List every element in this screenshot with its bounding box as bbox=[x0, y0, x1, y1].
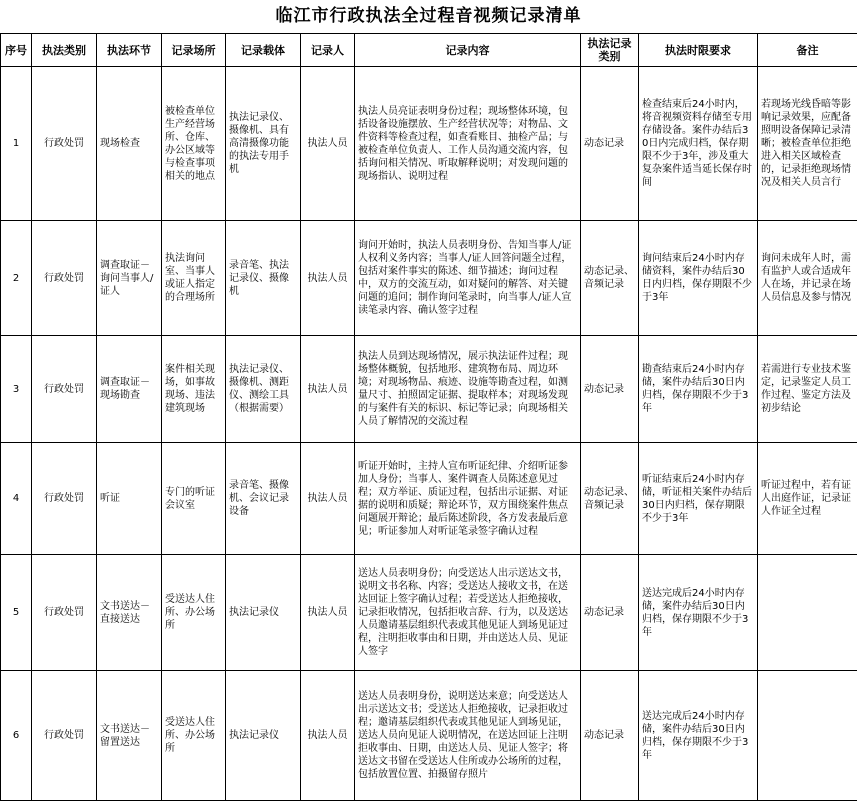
cell-stage: 文书送达－直接送达 bbox=[97, 555, 162, 671]
cell-stage: 现场检查 bbox=[97, 67, 162, 221]
cell-recorder: 执法人员 bbox=[301, 336, 355, 443]
table-row bbox=[1, 336, 857, 443]
cell-type: 动态记录 bbox=[581, 336, 639, 443]
cell-carrier: 录音笔、执法记录仪、摄像机 bbox=[226, 221, 301, 336]
cell-recorder: 执法人员 bbox=[301, 221, 355, 336]
cell-place: 执法询问室、当事人或证人指定的合理场所 bbox=[162, 221, 226, 336]
cell-limit: 听证结束后24小时内存储，听证相关案件办结后30日内归档，保存期限不少于3年 bbox=[639, 443, 758, 555]
cell-content: 送达人员表明身份，说明送达来意；向受送达人出示送达文书；受送达人拒绝接收，记录拒收过程；邀请基层组织代表或其他见证人到场见证，送达人员向见证人说明情况，在送达回证上注明拒收事由、日期，由送达人员、见证人签字；将送达文书留在受送达人住所或办公场所的过程，包括放置位置、拍摄留存照片 bbox=[355, 671, 581, 801]
header-carrier: 记录载体 bbox=[226, 34, 301, 67]
table-row bbox=[1, 671, 857, 801]
cell-stage: 听证 bbox=[97, 443, 162, 555]
cell-place: 受送达人住所、办公场所 bbox=[162, 671, 226, 801]
cell-carrier: 执法记录仪 bbox=[226, 555, 301, 671]
header-stage: 执法环节 bbox=[97, 34, 162, 67]
cell-limit: 送达完成后24小时内存储，案件办结后30日内归档，保存期限不少于3年 bbox=[639, 671, 758, 801]
table-row bbox=[1, 555, 857, 671]
cell-category: 行政处罚 bbox=[32, 221, 97, 336]
cell-recorder: 执法人员 bbox=[301, 443, 355, 555]
cell-carrier: 执法记录仪、摄像机、测距仪、测绘工具（根据需要） bbox=[226, 336, 301, 443]
cell-content: 执法人员到达现场情况，展示执法证件过程；现场整体概貌，包括地形、建筑物布局、周边环境；对现场物品、痕迹、设施等勘查过程，如测量尺寸、拍照固定证据、提取样本；对现场发现的与案件有关的标识、标记等记录；向现场相关人员了解情况的交流过程 bbox=[355, 336, 581, 443]
cell-place: 被检查单位生产经营场所、仓库、办公区域等与检查事项相关的地点 bbox=[162, 67, 226, 221]
cell-stage: 调查取证－现场勘查 bbox=[97, 336, 162, 443]
header-no: 序号 bbox=[1, 34, 32, 67]
table-row bbox=[1, 443, 857, 555]
cell-limit: 送达完成后24小时内存储，案件办结后30日内归档，保存期限不少于3年 bbox=[639, 555, 758, 671]
cell-no: 4 bbox=[1, 443, 32, 555]
cell-note: 若需进行专业技术鉴定，记录鉴定人员工作过程、鉴定方法及初步结论 bbox=[758, 336, 857, 443]
header-place: 记录场所 bbox=[162, 34, 226, 67]
cell-note: 若现场光线昏暗等影响记录效果，应配备照明设备保障记录清晰；被检查单位拒绝进入相关区域检查的，记录拒绝现场情况及相关人员言行 bbox=[758, 67, 857, 221]
cell-content: 送达人员表明身份；向受送达人出示送达文书，说明文书名称、内容；受送达人接收文书，在送达回证上签字确认过程；若受送达人拒绝接收，记录拒收情况，包括拒收言辞、行为，以及送达人员邀请基层组织代表或其他见证人到场见证过程，注明拒收事由和日期，并由送达人员、见证人签字 bbox=[355, 555, 581, 671]
cell-limit: 检查结束后24小时内，将音视频资料存储至专用存储设备。案件办结后30日内完成归档，保存期限不少于3年，涉及重大复杂案件适当延长保存时间 bbox=[639, 67, 758, 221]
record-list-table bbox=[0, 33, 857, 801]
cell-carrier: 执法记录仪、摄像机、具有高清摄像功能的执法专用手机 bbox=[226, 67, 301, 221]
cell-recorder: 执法人员 bbox=[301, 555, 355, 671]
cell-no: 3 bbox=[1, 336, 32, 443]
header-type: 执法记录类别 bbox=[581, 34, 639, 67]
cell-category: 行政处罚 bbox=[32, 336, 97, 443]
cell-place: 案件相关现场，如事故现场、违法建筑现场 bbox=[162, 336, 226, 443]
cell-note bbox=[758, 671, 857, 801]
cell-category: 行政处罚 bbox=[32, 443, 97, 555]
cell-no: 6 bbox=[1, 671, 32, 801]
cell-carrier: 执法记录仪 bbox=[226, 671, 301, 801]
cell-type: 动态记录 bbox=[581, 555, 639, 671]
cell-note: 听证过程中，若有证人出庭作证，记录证人作证全过程 bbox=[758, 443, 857, 555]
cell-recorder: 执法人员 bbox=[301, 671, 355, 801]
cell-carrier: 录音笔、摄像机、会议记录设备 bbox=[226, 443, 301, 555]
cell-content: 听证开始时，主持人宣布听证纪律、介绍听证参加人身份；当事人、案件调查人员陈述意见过程；双方举证、质证过程，包括出示证据、对证据的说明和质疑；辩论环节，双方围绕案件焦点问题展开辩论；最后陈述阶段，各方发表最后意见；听证参加人对听证笔录签字确认过程 bbox=[355, 443, 581, 555]
cell-content: 询问开始时，执法人员表明身份、告知当事人/证人权利义务内容；当事人/证人回答问题全过程，包括对案件事实的陈述、细节描述；询问过程中，双方的交流互动，如对疑问的解答、对关键问题的追问；制作询问笔录时，向当事人/证人宣读笔录内容、确认签字过程 bbox=[355, 221, 581, 336]
cell-stage: 文书送达－留置送达 bbox=[97, 671, 162, 801]
cell-type: 动态记录 bbox=[581, 67, 639, 221]
cell-category: 行政处罚 bbox=[32, 555, 97, 671]
cell-content: 执法人员亮证表明身份过程；现场整体环境，包括设备设施摆放、生产经营状况等；对物品、文件资料等检查过程，如查看账目、抽检产品；与被检查单位负责人、工作人员沟通交流内容，包括询问相关情况、听取解释说明；对发现问题的现场指认、说明过程 bbox=[355, 67, 581, 221]
header-note: 备注 bbox=[758, 34, 857, 67]
cell-type: 动态记录 bbox=[581, 671, 639, 801]
header-category: 执法类别 bbox=[32, 34, 97, 67]
cell-limit: 勘查结束后24小时内存储，案件办结后30日内归档，保存期限不少于3年 bbox=[639, 336, 758, 443]
cell-no: 2 bbox=[1, 221, 32, 336]
header-limit: 执法时限要求 bbox=[639, 34, 758, 67]
cell-stage: 调查取证－询问当事人/证人 bbox=[97, 221, 162, 336]
table-header-row bbox=[1, 34, 857, 67]
cell-recorder: 执法人员 bbox=[301, 67, 355, 221]
cell-note bbox=[758, 555, 857, 671]
cell-no: 5 bbox=[1, 555, 32, 671]
cell-place: 专门的听证会议室 bbox=[162, 443, 226, 555]
cell-category: 行政处罚 bbox=[32, 67, 97, 221]
cell-no: 1 bbox=[1, 67, 32, 221]
table-row bbox=[1, 221, 857, 336]
cell-place: 受送达人住所、办公场所 bbox=[162, 555, 226, 671]
header-content: 记录内容 bbox=[355, 34, 581, 67]
cell-category: 行政处罚 bbox=[32, 671, 97, 801]
cell-note: 询问未成年人时，需有监护人或合适成年人在场，并记录在场人员信息及参与情况 bbox=[758, 221, 857, 336]
page-title: 临江市行政执法全过程音视频记录清单 bbox=[0, 0, 857, 33]
table-row bbox=[1, 67, 857, 221]
cell-type: 动态记录、音频记录 bbox=[581, 221, 639, 336]
cell-limit: 询问结束后24小时内存储资料，案件办结后30日内归档，保存期限不少于3年 bbox=[639, 221, 758, 336]
header-recorder: 记录人 bbox=[301, 34, 355, 67]
cell-type: 动态记录、音频记录 bbox=[581, 443, 639, 555]
